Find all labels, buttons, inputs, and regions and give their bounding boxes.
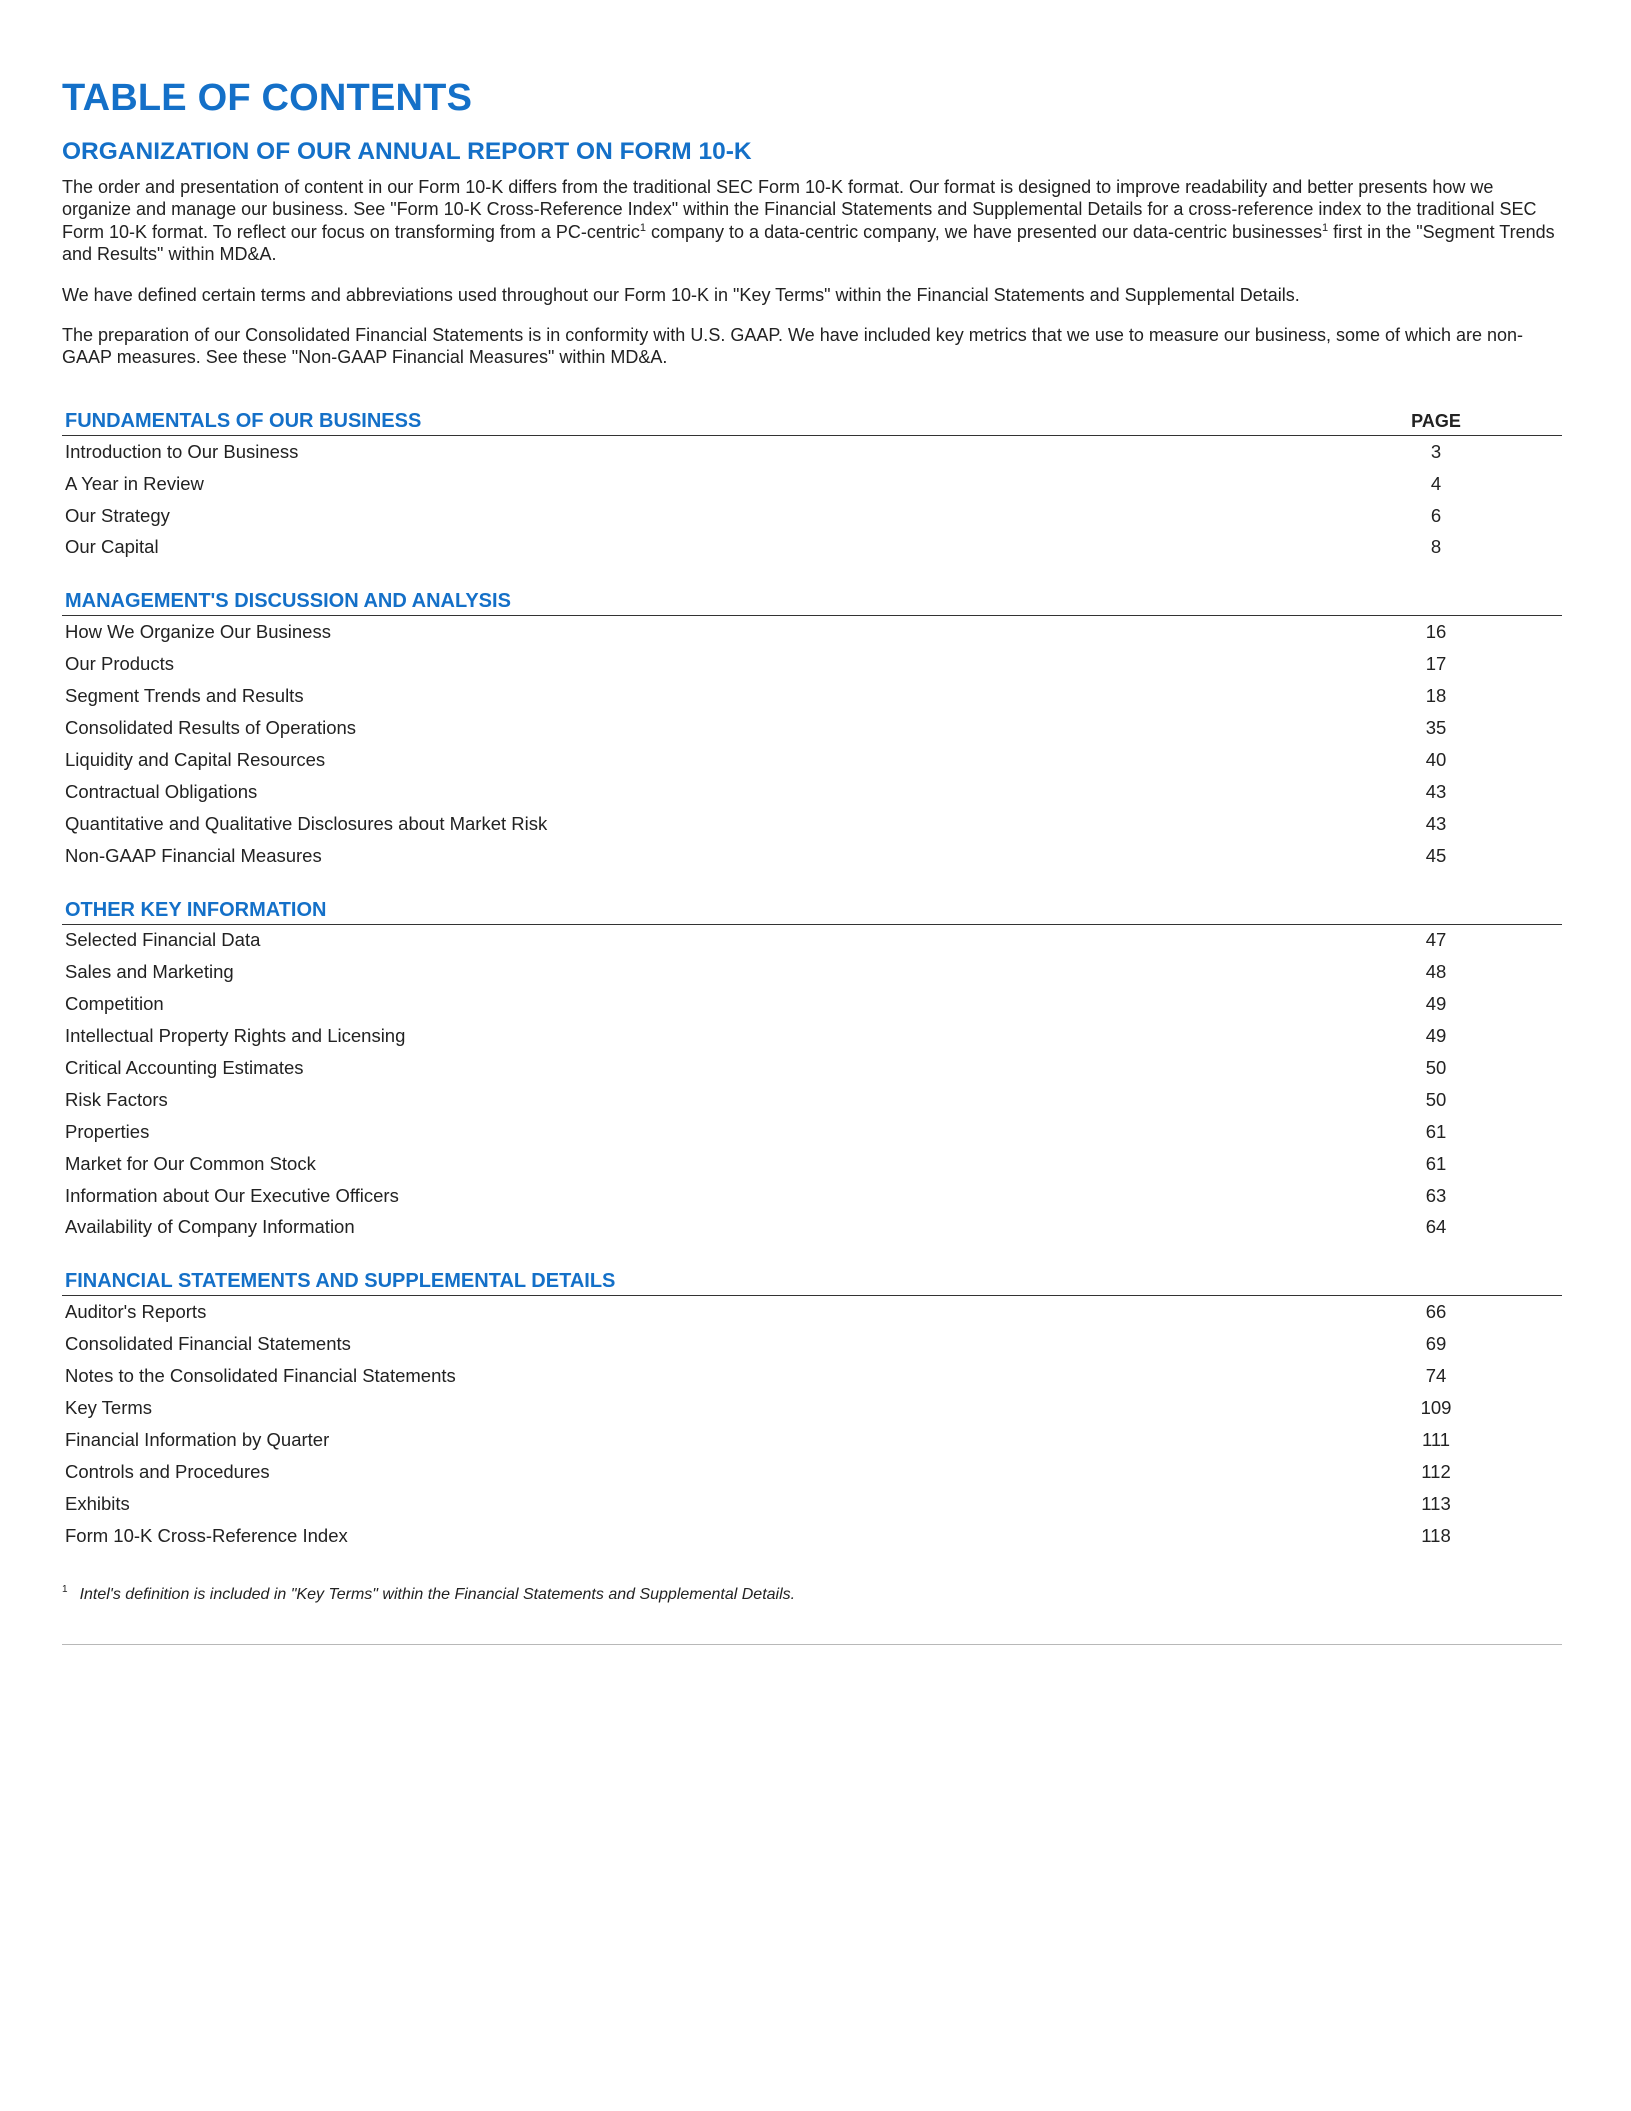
toc-entry-label: Market for Our Common Stock (65, 1152, 316, 1174)
intro-paragraph-2: We have defined certain terms and abbreviations used throughout our Form 10-K in "Key Terms" within the Financial Statements and Supplemental Details. (62, 284, 1300, 305)
toc-entry-label: Auditor's Reports (65, 1301, 207, 1323)
footnote-marker: 1 (1322, 221, 1329, 234)
toc-entry[interactable] (62, 1148, 1562, 1180)
toc-entry[interactable] (62, 1488, 1562, 1520)
toc-entry-label: A Year in Review (65, 472, 204, 494)
toc-entry-page-number: 66 (1425, 1301, 1447, 1323)
toc-entry-page-number: 74 (1425, 1365, 1447, 1387)
toc-entry-label: Financial Information by Quarter (65, 1428, 330, 1450)
toc-section-title: MANAGEMENT'S DISCUSSION AND ANALYSIS (65, 590, 511, 613)
toc-entry-label: Liquidity and Capital Resources (65, 748, 326, 770)
toc-entry-page-number: 3 (1430, 440, 1442, 462)
toc-entry[interactable] (62, 1020, 1562, 1052)
toc-entry-label: Notes to the Consolidated Financial Statements (65, 1365, 456, 1387)
toc-entry[interactable] (62, 956, 1562, 988)
toc-entry-page-number: 113 (1421, 1492, 1451, 1514)
page-column-heading: PAGE (1411, 410, 1461, 431)
toc-entry[interactable] (62, 1328, 1562, 1360)
toc-entry-label: Key Terms (65, 1397, 153, 1419)
toc-entry-label: Contractual Obligations (65, 780, 258, 802)
toc-entry-label: Information about Our Executive Officers (65, 1184, 399, 1206)
toc-entry-page-number: 50 (1425, 1057, 1447, 1079)
toc-entry-page-number: 47 (1425, 929, 1447, 951)
toc-entry-page-number: 4 (1430, 472, 1442, 494)
bottom-divider (62, 1644, 1562, 1645)
intro-paragraph-1-part-c: first in the "Segment Trends and Results" within MD&A. (62, 221, 1555, 265)
footnote-marker: 1 (639, 221, 646, 234)
toc-entry-page-number: 43 (1425, 780, 1447, 802)
toc-entry-page-number: 48 (1425, 961, 1447, 983)
toc-entry-label: Sales and Marketing (65, 961, 234, 983)
toc-entry-label: Exhibits (65, 1492, 130, 1514)
toc-entry[interactable] (62, 1116, 1562, 1148)
toc-entry[interactable] (62, 1360, 1562, 1392)
toc-entry-page-number: 45 (1425, 844, 1447, 866)
toc-entry-page-number: 8 (1430, 536, 1442, 558)
toc-entry[interactable] (62, 436, 1562, 468)
toc-section-header (62, 405, 1562, 436)
toc-entry-label: Competition (65, 993, 164, 1015)
toc-entry[interactable] (62, 1424, 1562, 1456)
footnote-text: Intel's definition is included in "Key Terms" within the Financial Statements and Supplemental Details. (79, 1585, 796, 1603)
toc-entry-label: Our Products (65, 653, 174, 675)
toc-section (62, 1265, 1562, 1551)
toc-entry-page-number: 112 (1421, 1460, 1451, 1482)
toc-entry-label: Quantitative and Qualitative Disclosures about Market Risk (65, 812, 548, 834)
toc-entry[interactable] (62, 648, 1562, 680)
toc-entry-label: Our Capital (65, 536, 159, 558)
toc-section-header (62, 1265, 1562, 1296)
toc-entry-page-number: 109 (1420, 1397, 1452, 1419)
toc-entry-page-number: 111 (1421, 1428, 1451, 1450)
toc-entry-label: Introduction to Our Business (65, 440, 299, 462)
toc-entry[interactable] (62, 1392, 1562, 1424)
toc-entry-label: Properties (65, 1120, 150, 1142)
toc-section (62, 585, 1562, 871)
toc-entry[interactable] (62, 532, 1562, 564)
toc-section-title: FUNDAMENTALS OF OUR BUSINESS (65, 409, 422, 432)
toc-entry-label: Selected Financial Data (65, 929, 261, 951)
toc-section-header (62, 894, 1562, 925)
toc-entry-page-number: 49 (1425, 1025, 1447, 1047)
toc-entry-page-number: 61 (1425, 1152, 1447, 1174)
toc-entry[interactable] (62, 500, 1562, 532)
toc-entry-label: Controls and Procedures (65, 1460, 270, 1482)
toc-entry-label: Non-GAAP Financial Measures (65, 844, 322, 866)
toc-entry-label: Consolidated Financial Statements (65, 1333, 351, 1355)
toc-entry-page-number: 49 (1425, 993, 1447, 1015)
toc-entry-page-number: 17 (1425, 653, 1447, 675)
toc-entry-page-number: 50 (1425, 1088, 1447, 1110)
toc-entry[interactable] (62, 1212, 1562, 1244)
footnote (62, 1584, 1562, 1606)
toc-entry-label: Availability of Company Information (65, 1216, 355, 1238)
toc-entry[interactable] (62, 680, 1562, 712)
toc-entry[interactable] (62, 1180, 1562, 1212)
toc-entry[interactable] (62, 616, 1562, 648)
toc-entry-label: Consolidated Results of Operations (65, 717, 357, 739)
page-title: TABLE OF CONTENTS (62, 77, 473, 119)
toc-entry[interactable] (62, 776, 1562, 808)
toc-entry-label: Form 10-K Cross-Reference Index (65, 1524, 348, 1546)
toc-entry[interactable] (62, 1084, 1562, 1116)
intro-paragraph-1-part-a: The order and presentation of content in our Form 10-K differs from the traditional SEC Form 10-K format. Our format is designed to improve readability and better presents how we organize and manage our business. See "Form 10-K Cross-Reference Index" within the Financial Statements and Supplemental Details for a cross-reference index to the traditional SEC Form 10-K format. To reflect our focus on transforming from a PC-centric (62, 177, 1537, 242)
toc-entry[interactable] (62, 468, 1562, 500)
toc-entry-label: Segment Trends and Results (65, 685, 304, 707)
toc-entry-label: Intellectual Property Rights and Licensing (65, 1025, 406, 1047)
toc-entry[interactable] (62, 1456, 1562, 1488)
toc-entry[interactable] (62, 1052, 1562, 1084)
table-of-contents (62, 405, 1562, 1552)
toc-entry[interactable] (62, 744, 1562, 776)
toc-entry[interactable] (62, 712, 1562, 744)
toc-section-title: FINANCIAL STATEMENTS AND SUPPLEMENTAL DETAILS (65, 1270, 616, 1293)
toc-entry[interactable] (62, 925, 1562, 957)
footnote-marker: 1 (62, 1584, 68, 1596)
toc-entry[interactable] (62, 1520, 1562, 1552)
toc-section-title: OTHER KEY INFORMATION (65, 898, 327, 921)
toc-entry-page-number: 6 (1430, 504, 1442, 526)
toc-entry-page-number: 16 (1425, 621, 1447, 643)
toc-entry-label: Our Strategy (65, 504, 170, 526)
toc-entry-page-number: 61 (1425, 1120, 1447, 1142)
toc-entry-label: How We Organize Our Business (65, 621, 331, 643)
toc-entry[interactable] (62, 1296, 1562, 1328)
toc-entry-page-number: 35 (1425, 717, 1447, 739)
toc-entry-label: Critical Accounting Estimates (65, 1057, 304, 1079)
toc-entry-page-number: 43 (1425, 812, 1447, 834)
intro-paragraph-3: The preparation of our Consolidated Financial Statements is in conformity with U.S. GAAP. We have included key metrics that we use to measure our business, some of which are non-GAAP measures. See these "Non-GAAP Financial Measures" within MD&A. (62, 325, 1524, 368)
toc-section (62, 894, 1562, 1244)
toc-entry-page-number: 118 (1421, 1524, 1451, 1546)
toc-entry-page-number: 69 (1425, 1333, 1447, 1355)
intro-text (62, 176, 1562, 369)
toc-entry-page-number: 64 (1425, 1216, 1447, 1238)
document-page (62, 70, 1562, 1645)
toc-entry-page-number: 18 (1425, 685, 1447, 707)
toc-entry-page-number: 40 (1425, 748, 1447, 770)
intro-paragraph-1-part-b: company to a data-centric company, we have presented our data-centric businesses (646, 221, 1323, 242)
report-organization-heading: ORGANIZATION OF OUR ANNUAL REPORT ON FORM 10-K (62, 138, 752, 165)
toc-section-header (62, 585, 1562, 616)
intro-paragraph-1 (62, 176, 1562, 266)
toc-entry[interactable] (62, 988, 1562, 1020)
toc-entry-page-number: 63 (1425, 1184, 1447, 1206)
toc-entry[interactable] (62, 840, 1562, 872)
toc-section (62, 405, 1562, 564)
toc-entry-label: Risk Factors (65, 1088, 168, 1110)
toc-entry[interactable] (62, 808, 1562, 840)
